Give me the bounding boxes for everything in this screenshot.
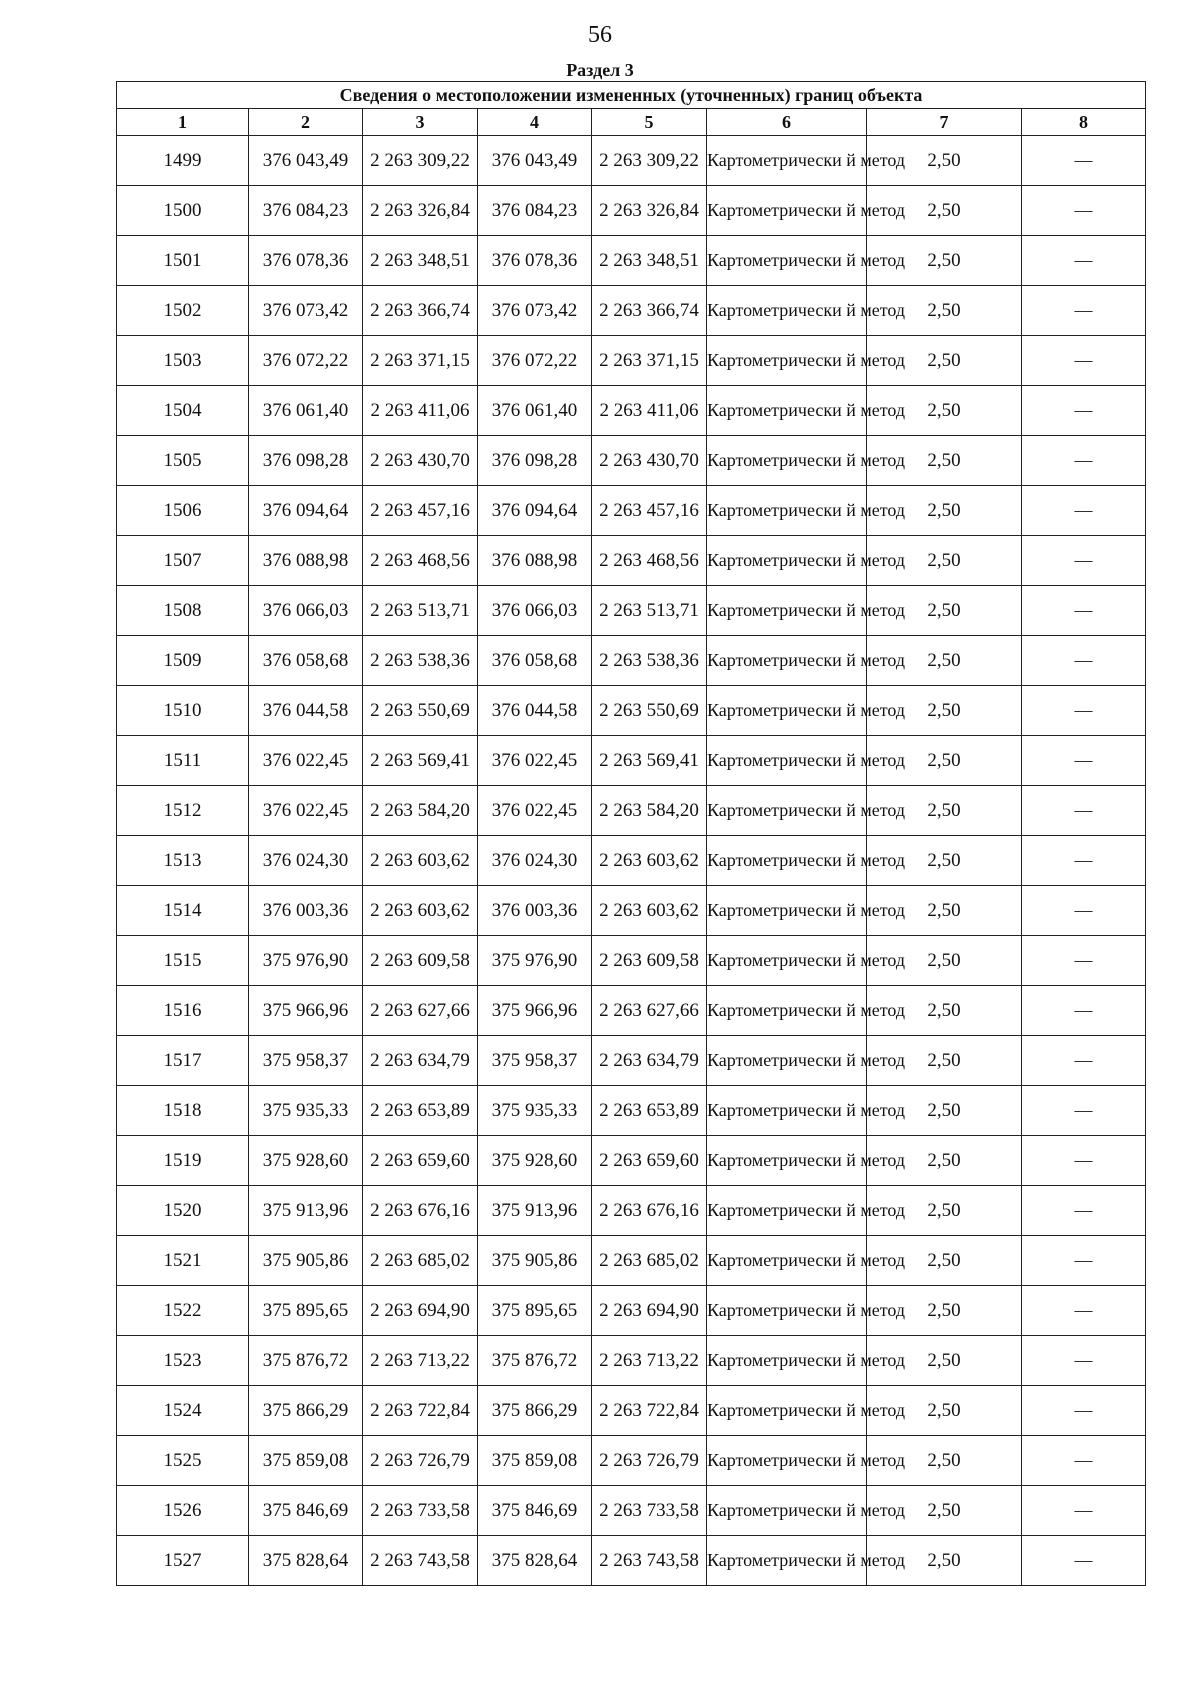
cell-existing-x: 376 022,45 [249,786,363,836]
table-row [117,636,1146,686]
cell-existing-x: 376 003,36 [249,886,363,936]
cell-existing-y: 2 263 468,56 [363,536,478,586]
cell-existing-y: 2 263 326,84 [363,186,478,236]
cell-refined-x: 376 043,49 [478,136,592,186]
cell-method: Картометрически й метод [707,686,867,736]
cell-note: — [1022,636,1146,686]
cell-existing-y: 2 263 653,89 [363,1086,478,1136]
cell-refined-y: 2 263 366,74 [592,286,707,336]
cell-refined-x: 376 003,36 [478,886,592,936]
cell-existing-x: 376 094,64 [249,486,363,536]
cell-refined-x: 375 828,64 [478,1536,592,1586]
cell-refined-x: 376 061,40 [478,386,592,436]
cell-existing-x: 375 976,90 [249,936,363,986]
cell-method: Картометрически й метод [707,236,867,286]
cell-refined-y: 2 263 457,16 [592,486,707,536]
table-row [117,686,1146,736]
cell-point-number: 1504 [117,386,249,436]
cell-accuracy: 2,50 [867,536,1022,586]
cell-method: Картометрически й метод [707,536,867,586]
cell-note: — [1022,286,1146,336]
cell-existing-x: 376 088,98 [249,536,363,586]
cell-accuracy: 2,50 [867,136,1022,186]
table-body [117,136,1146,1586]
cell-accuracy: 2,50 [867,736,1022,786]
cell-point-number: 1506 [117,486,249,536]
cell-refined-y: 2 263 569,41 [592,736,707,786]
cell-existing-x: 375 966,96 [249,986,363,1036]
cell-refined-y: 2 263 603,62 [592,836,707,886]
cell-accuracy: 2,50 [867,1086,1022,1136]
table-row [117,1386,1146,1436]
cell-existing-x: 376 024,30 [249,836,363,886]
column-header-8: 8 [1022,109,1146,136]
cell-refined-x: 375 966,96 [478,986,592,1036]
cell-refined-y: 2 263 676,16 [592,1186,707,1236]
cell-existing-y: 2 263 685,02 [363,1236,478,1286]
cell-point-number: 1501 [117,236,249,286]
cell-point-number: 1507 [117,536,249,586]
table-row [117,936,1146,986]
cell-note: — [1022,186,1146,236]
cell-point-number: 1508 [117,586,249,636]
cell-accuracy: 2,50 [867,686,1022,736]
section-title: Раздел 3 [566,60,634,80]
cell-accuracy: 2,50 [867,436,1022,486]
table-caption: Сведения о местоположении измененных (уточненных) границ объекта [117,82,1146,109]
cell-refined-x: 375 866,29 [478,1386,592,1436]
cell-method: Картометрически й метод [707,186,867,236]
cell-existing-x: 376 072,22 [249,336,363,386]
cell-existing-y: 2 263 733,58 [363,1486,478,1536]
cell-method: Картометрически й метод [707,1486,867,1536]
cell-point-number: 1521 [117,1236,249,1286]
cell-existing-x: 376 066,03 [249,586,363,636]
cell-point-number: 1505 [117,436,249,486]
column-header-7: 7 [867,109,1022,136]
column-header-6: 6 [707,109,867,136]
cell-point-number: 1525 [117,1436,249,1486]
cell-method: Картометрически й метод [707,136,867,186]
cell-existing-y: 2 263 676,16 [363,1186,478,1236]
column-header-1: 1 [117,109,249,136]
cell-refined-x: 376 078,36 [478,236,592,286]
table-row [117,1286,1146,1336]
cell-refined-y: 2 263 309,22 [592,136,707,186]
cell-accuracy: 2,50 [867,786,1022,836]
cell-method: Картометрически й метод [707,1536,867,1586]
cell-refined-y: 2 263 430,70 [592,436,707,486]
cell-refined-x: 376 073,42 [478,286,592,336]
cell-method: Картометрически й метод [707,1036,867,1086]
cell-refined-x: 376 098,28 [478,436,592,486]
cell-refined-y: 2 263 634,79 [592,1036,707,1086]
cell-note: — [1022,1536,1146,1586]
cell-refined-y: 2 263 584,20 [592,786,707,836]
cell-note: — [1022,836,1146,886]
cell-existing-y: 2 263 713,22 [363,1336,478,1386]
cell-refined-y: 2 263 722,84 [592,1386,707,1436]
cell-note: — [1022,986,1146,1036]
cell-point-number: 1509 [117,636,249,686]
cell-accuracy: 2,50 [867,286,1022,336]
cell-refined-x: 375 895,65 [478,1286,592,1336]
cell-accuracy: 2,50 [867,586,1022,636]
cell-point-number: 1499 [117,136,249,186]
cell-note: — [1022,386,1146,436]
cell-existing-x: 375 935,33 [249,1086,363,1136]
cell-point-number: 1512 [117,786,249,836]
cell-refined-y: 2 263 609,58 [592,936,707,986]
cell-refined-x: 375 846,69 [478,1486,592,1536]
cell-refined-x: 376 072,22 [478,336,592,386]
cell-existing-y: 2 263 603,62 [363,836,478,886]
cell-note: — [1022,686,1146,736]
cell-refined-x: 375 876,72 [478,1336,592,1386]
table-row [117,1436,1146,1486]
cell-existing-y: 2 263 694,90 [363,1286,478,1336]
cell-method: Картометрически й метод [707,386,867,436]
cell-accuracy: 2,50 [867,486,1022,536]
cell-existing-x: 375 913,96 [249,1186,363,1236]
column-header-5: 5 [592,109,707,136]
cell-note: — [1022,1036,1146,1086]
cell-accuracy: 2,50 [867,336,1022,386]
cell-refined-x: 376 088,98 [478,536,592,586]
cell-existing-x: 375 928,60 [249,1136,363,1186]
cell-note: — [1022,436,1146,486]
cell-existing-x: 376 044,58 [249,686,363,736]
cell-existing-y: 2 263 603,62 [363,886,478,936]
cell-note: — [1022,586,1146,636]
table-row [117,286,1146,336]
cell-refined-x: 376 044,58 [478,686,592,736]
cell-accuracy: 2,50 [867,1486,1022,1536]
cell-note: — [1022,136,1146,186]
cell-method: Картометрически й метод [707,1386,867,1436]
cell-existing-y: 2 263 371,15 [363,336,478,386]
cell-existing-y: 2 263 513,71 [363,586,478,636]
cell-note: — [1022,1286,1146,1336]
cell-method: Картометрически й метод [707,1186,867,1236]
cell-method: Картометрически й метод [707,636,867,686]
cell-note: — [1022,1236,1146,1286]
cell-accuracy: 2,50 [867,936,1022,986]
cell-point-number: 1503 [117,336,249,386]
cell-point-number: 1517 [117,1036,249,1086]
cell-refined-x: 376 084,23 [478,186,592,236]
table-row [117,986,1146,1036]
cell-point-number: 1524 [117,1386,249,1436]
cell-existing-x: 376 098,28 [249,436,363,486]
cell-note: — [1022,486,1146,536]
cell-refined-x: 376 066,03 [478,586,592,636]
cell-note: — [1022,1336,1146,1386]
cell-note: — [1022,236,1146,286]
table-row [117,1536,1146,1586]
table-row [117,836,1146,886]
cell-existing-x: 376 061,40 [249,386,363,436]
cell-existing-y: 2 263 584,20 [363,786,478,836]
cell-note: — [1022,1136,1146,1186]
cell-point-number: 1516 [117,986,249,1036]
cell-refined-x: 375 905,86 [478,1236,592,1286]
cell-accuracy: 2,50 [867,186,1022,236]
cell-accuracy: 2,50 [867,1286,1022,1336]
cell-note: — [1022,1186,1146,1236]
cell-existing-y: 2 263 609,58 [363,936,478,986]
cell-method: Картометрически й метод [707,286,867,336]
cell-method: Картометрически й метод [707,1086,867,1136]
page-number: 56 [588,22,612,48]
cell-point-number: 1519 [117,1136,249,1186]
cell-refined-y: 2 263 550,69 [592,686,707,736]
cell-note: — [1022,336,1146,386]
table-row [117,236,1146,286]
cell-note: — [1022,1486,1146,1536]
cell-accuracy: 2,50 [867,636,1022,686]
cell-existing-y: 2 263 569,41 [363,736,478,786]
cell-refined-x: 375 976,90 [478,936,592,986]
boundary-coordinates-table [116,81,1146,1586]
cell-note: — [1022,536,1146,586]
cell-point-number: 1502 [117,286,249,336]
cell-accuracy: 2,50 [867,1036,1022,1086]
table-row [117,1086,1146,1136]
cell-method: Картометрически й метод [707,936,867,986]
cell-point-number: 1514 [117,886,249,936]
cell-accuracy: 2,50 [867,1536,1022,1586]
cell-existing-y: 2 263 722,84 [363,1386,478,1436]
cell-method: Картометрически й метод [707,886,867,936]
cell-existing-x: 375 895,65 [249,1286,363,1336]
cell-note: — [1022,786,1146,836]
cell-refined-y: 2 263 326,84 [592,186,707,236]
table-row [117,786,1146,836]
cell-note: — [1022,1386,1146,1436]
table-row [117,1486,1146,1536]
cell-accuracy: 2,50 [867,1236,1022,1286]
cell-existing-x: 376 022,45 [249,736,363,786]
cell-method: Картометрически й метод [707,486,867,536]
cell-point-number: 1513 [117,836,249,886]
table-row [117,736,1146,786]
cell-existing-x: 375 905,86 [249,1236,363,1286]
cell-note: — [1022,886,1146,936]
cell-refined-y: 2 263 653,89 [592,1086,707,1136]
cell-refined-y: 2 263 743,58 [592,1536,707,1586]
cell-point-number: 1500 [117,186,249,236]
cell-note: — [1022,1436,1146,1486]
cell-existing-x: 375 828,64 [249,1536,363,1586]
cell-method: Картометрически й метод [707,336,867,386]
cell-method: Картометрически й метод [707,836,867,886]
cell-point-number: 1511 [117,736,249,786]
cell-refined-x: 375 928,60 [478,1136,592,1186]
cell-accuracy: 2,50 [867,836,1022,886]
cell-existing-y: 2 263 743,58 [363,1536,478,1586]
cell-method: Картометрически й метод [707,1236,867,1286]
cell-point-number: 1515 [117,936,249,986]
table-row [117,436,1146,486]
cell-refined-x: 375 958,37 [478,1036,592,1086]
table-row [117,386,1146,436]
table-row [117,1036,1146,1086]
table-row [117,136,1146,186]
cell-refined-x: 376 022,45 [478,736,592,786]
cell-method: Картометрически й метод [707,986,867,1036]
cell-existing-x: 375 958,37 [249,1036,363,1086]
cell-note: — [1022,1086,1146,1136]
cell-method: Картометрически й метод [707,736,867,786]
cell-existing-x: 375 859,08 [249,1436,363,1486]
cell-refined-y: 2 263 513,71 [592,586,707,636]
cell-refined-y: 2 263 726,79 [592,1436,707,1486]
cell-existing-x: 376 073,42 [249,286,363,336]
cell-existing-x: 376 043,49 [249,136,363,186]
cell-method: Картометрически й метод [707,436,867,486]
cell-accuracy: 2,50 [867,1136,1022,1186]
cell-existing-y: 2 263 457,16 [363,486,478,536]
cell-method: Картометрически й метод [707,1436,867,1486]
cell-point-number: 1526 [117,1486,249,1536]
cell-refined-x: 376 024,30 [478,836,592,886]
cell-accuracy: 2,50 [867,1186,1022,1236]
cell-accuracy: 2,50 [867,1386,1022,1436]
cell-point-number: 1527 [117,1536,249,1586]
cell-accuracy: 2,50 [867,986,1022,1036]
cell-existing-y: 2 263 309,22 [363,136,478,186]
cell-accuracy: 2,50 [867,386,1022,436]
table-row [117,1136,1146,1186]
cell-point-number: 1523 [117,1336,249,1386]
cell-accuracy: 2,50 [867,886,1022,936]
cell-method: Картометрически й метод [707,1136,867,1186]
cell-refined-x: 375 935,33 [478,1086,592,1136]
cell-note: — [1022,736,1146,786]
cell-refined-y: 2 263 713,22 [592,1336,707,1386]
cell-existing-x: 375 846,69 [249,1486,363,1536]
cell-refined-y: 2 263 603,62 [592,886,707,936]
cell-method: Картометрически й метод [707,786,867,836]
cell-point-number: 1522 [117,1286,249,1336]
table-row [117,1186,1146,1236]
cell-existing-y: 2 263 634,79 [363,1036,478,1086]
cell-existing-y: 2 263 430,70 [363,436,478,486]
table-row [117,336,1146,386]
column-header-4: 4 [478,109,592,136]
cell-existing-y: 2 263 659,60 [363,1136,478,1186]
cell-point-number: 1520 [117,1186,249,1236]
cell-existing-y: 2 263 366,74 [363,286,478,336]
cell-refined-y: 2 263 733,58 [592,1486,707,1536]
cell-point-number: 1510 [117,686,249,736]
table-row [117,1336,1146,1386]
cell-method: Картометрически й метод [707,1286,867,1336]
table-row [117,186,1146,236]
cell-refined-x: 375 859,08 [478,1436,592,1486]
cell-accuracy: 2,50 [867,236,1022,286]
cell-existing-x: 375 876,72 [249,1336,363,1386]
cell-refined-y: 2 263 627,66 [592,986,707,1036]
cell-refined-x: 375 913,96 [478,1186,592,1236]
cell-accuracy: 2,50 [867,1336,1022,1386]
cell-method: Картометрически й метод [707,586,867,636]
column-header-3: 3 [363,109,478,136]
table-row [117,1236,1146,1286]
cell-method: Картометрически й метод [707,1336,867,1386]
cell-existing-y: 2 263 726,79 [363,1436,478,1486]
cell-refined-y: 2 263 659,60 [592,1136,707,1186]
cell-refined-y: 2 263 694,90 [592,1286,707,1336]
table-row [117,536,1146,586]
cell-refined-x: 376 094,64 [478,486,592,536]
column-header-row [117,109,1146,136]
column-header-2: 2 [249,109,363,136]
cell-existing-y: 2 263 627,66 [363,986,478,1036]
cell-point-number: 1518 [117,1086,249,1136]
cell-existing-x: 376 058,68 [249,636,363,686]
cell-existing-x: 376 078,36 [249,236,363,286]
cell-note: — [1022,936,1146,986]
cell-existing-x: 375 866,29 [249,1386,363,1436]
cell-refined-y: 2 263 411,06 [592,386,707,436]
cell-accuracy: 2,50 [867,1436,1022,1486]
cell-existing-x: 376 084,23 [249,186,363,236]
cell-refined-y: 2 263 468,56 [592,536,707,586]
cell-existing-y: 2 263 550,69 [363,686,478,736]
cell-existing-y: 2 263 538,36 [363,636,478,686]
cell-refined-y: 2 263 371,15 [592,336,707,386]
cell-existing-y: 2 263 411,06 [363,386,478,436]
cell-refined-y: 2 263 685,02 [592,1236,707,1286]
table-row [117,486,1146,536]
table-row [117,886,1146,936]
cell-refined-y: 2 263 538,36 [592,636,707,686]
table-row [117,586,1146,636]
cell-existing-y: 2 263 348,51 [363,236,478,286]
cell-refined-x: 376 058,68 [478,636,592,686]
cell-refined-y: 2 263 348,51 [592,236,707,286]
cell-refined-x: 376 022,45 [478,786,592,836]
